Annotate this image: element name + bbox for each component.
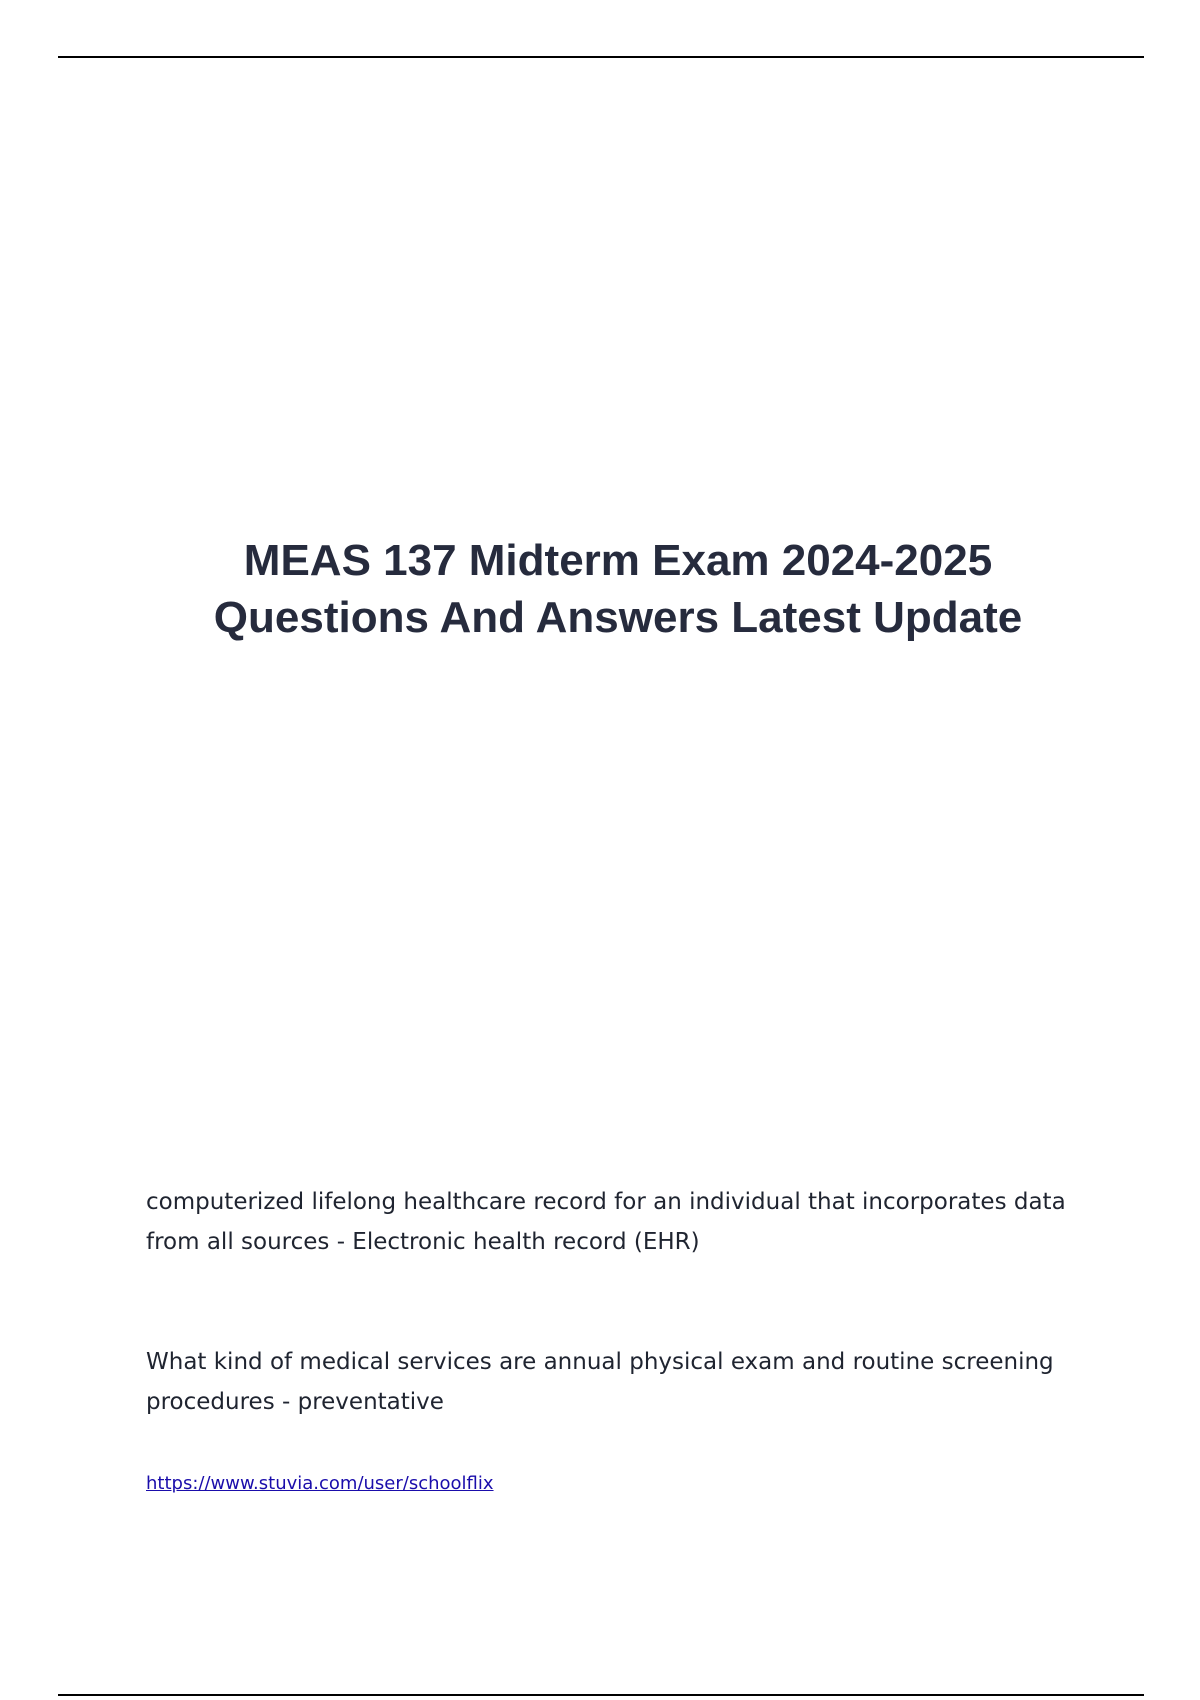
- qa-item-ehr: computerized lifelong healthcare record for an individual that incorporates data from all sources - Electronic health record (EHR): [146, 1189, 1066, 1255]
- title-line-1: MEAS 137 Midterm Exam 2024-2025: [243, 536, 993, 585]
- document-title: [0, 532, 1200, 646]
- footer-rule: [58, 1694, 1144, 1696]
- header-rule: [58, 56, 1144, 58]
- qa-item-preventative: What kind of medical services are annual physical exam and routine screening procedures - preventative: [146, 1349, 1054, 1415]
- title-line-2: Questions And Answers Latest Update: [213, 593, 1023, 642]
- stuvia-user-link[interactable]: https://www.stuvia.com/user/schoolflix: [146, 1473, 494, 1494]
